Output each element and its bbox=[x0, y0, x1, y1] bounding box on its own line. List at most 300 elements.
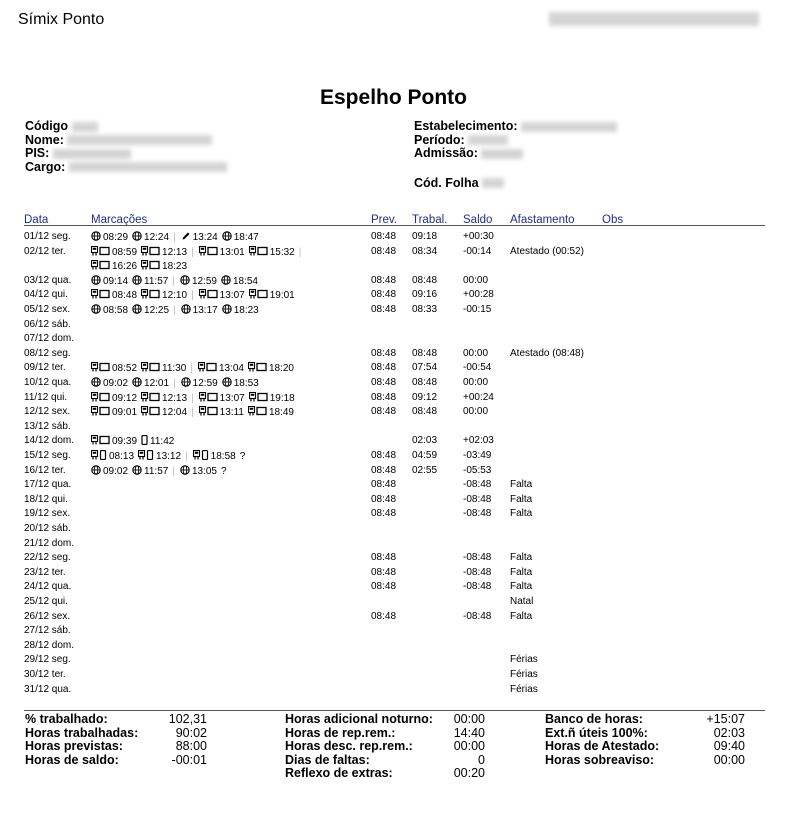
punch-time: 08:13 bbox=[109, 451, 135, 462]
punch-time: 15:32 bbox=[269, 246, 295, 258]
row-marcacoes bbox=[91, 450, 249, 463]
punch-time: 12:13 bbox=[162, 392, 188, 404]
punch-mark bbox=[132, 304, 169, 317]
row-afastamento: Falta bbox=[510, 566, 533, 578]
punch-time: 19:01 bbox=[269, 290, 295, 302]
table-row bbox=[0, 596, 787, 611]
row-marcacoes bbox=[91, 246, 306, 259]
clock-terminal-icon bbox=[248, 406, 267, 419]
clock-terminal-icon bbox=[91, 289, 110, 302]
phone-icon bbox=[141, 435, 148, 448]
punch-mark bbox=[132, 275, 168, 288]
clock-terminal-icon bbox=[141, 246, 160, 259]
punch-mark bbox=[91, 362, 137, 375]
table-row bbox=[0, 508, 787, 523]
row-prev: 08:48 bbox=[371, 450, 397, 461]
punch-mark bbox=[221, 466, 227, 477]
row-prev: 08:48 bbox=[371, 304, 397, 315]
punch-time: 09:02 bbox=[103, 378, 129, 389]
separator: | bbox=[172, 465, 175, 477]
table-row bbox=[0, 246, 787, 261]
clock-terminal-icon bbox=[141, 392, 160, 405]
globe-icon bbox=[180, 465, 190, 478]
punch-time: 11:42 bbox=[150, 436, 175, 448]
separator: | bbox=[191, 392, 194, 404]
punch-mark bbox=[91, 392, 137, 405]
globe-icon bbox=[222, 377, 232, 390]
row-date: 08/12 seg. bbox=[24, 347, 71, 359]
summary-row bbox=[25, 740, 225, 754]
punch-time: 12:04 bbox=[162, 407, 188, 419]
row-date: 25/12 qui. bbox=[24, 596, 68, 607]
punch-mark bbox=[222, 231, 259, 244]
row-date: 16/12 ter. bbox=[24, 464, 66, 476]
row-date: 13/12 sáb. bbox=[24, 420, 71, 432]
globe-icon bbox=[132, 377, 142, 390]
row-saldo: +00:30 bbox=[463, 231, 494, 242]
punch-time: 13:01 bbox=[219, 246, 245, 258]
punch-time: 09:39 bbox=[112, 436, 138, 448]
summary-value: 102,31 bbox=[168, 712, 207, 726]
punch-time: 13:11 bbox=[219, 407, 244, 419]
punch-mark bbox=[91, 450, 134, 463]
summary-label: Dias de faltas: bbox=[285, 752, 370, 767]
column-header-data: Data bbox=[24, 214, 49, 226]
separator: | bbox=[191, 407, 194, 419]
punch-time: 12:13 bbox=[162, 246, 188, 258]
punch-mark bbox=[222, 304, 259, 317]
row-trabal: 04:59 bbox=[412, 450, 438, 461]
summary-row bbox=[545, 740, 745, 754]
row-marcacoes bbox=[91, 275, 262, 288]
row-saldo: -08:48 bbox=[463, 610, 492, 622]
punch-time: 13:17 bbox=[192, 305, 218, 316]
row-date: 01/12 seg. bbox=[24, 231, 71, 242]
row-date: 31/12 qua. bbox=[24, 683, 72, 695]
row-trabal: 08:34 bbox=[412, 245, 438, 257]
row-date: 03/12 qua. bbox=[24, 274, 72, 286]
punch-mark bbox=[132, 231, 169, 244]
employee-info-right bbox=[414, 120, 617, 190]
table-row bbox=[0, 552, 787, 567]
punch-time: 08:58 bbox=[103, 305, 129, 316]
row-saldo: +02:03 bbox=[463, 435, 494, 447]
punch-note: ? bbox=[220, 465, 227, 477]
row-date: 28/12 dom. bbox=[24, 639, 75, 651]
punch-time: 12:10 bbox=[162, 290, 188, 302]
globe-icon bbox=[132, 231, 142, 244]
punch-time: 12:59 bbox=[191, 275, 217, 287]
punch-time: 12:59 bbox=[192, 378, 218, 389]
punch-mark bbox=[180, 275, 217, 288]
punch-time: 18:47 bbox=[233, 232, 259, 243]
column-header-afastamento: Afastamento bbox=[510, 214, 575, 226]
table-row bbox=[0, 362, 787, 377]
punch-time: 09:14 bbox=[103, 275, 129, 287]
punch-time: 12:24 bbox=[144, 232, 170, 243]
punch-time: 19:18 bbox=[269, 392, 295, 404]
table-row bbox=[0, 523, 787, 538]
punch-time: 12:01 bbox=[144, 378, 170, 389]
summary-value: 09:40 bbox=[713, 739, 745, 753]
punch-mark bbox=[141, 246, 187, 259]
table-row bbox=[0, 611, 787, 626]
globe-icon bbox=[91, 304, 101, 317]
separator: | bbox=[173, 232, 176, 243]
cod-folha-label: Cód. Folha bbox=[414, 175, 479, 190]
row-prev: 08:48 bbox=[371, 566, 397, 578]
clock-terminal-icon bbox=[91, 362, 110, 375]
row-prev: 08:48 bbox=[371, 464, 397, 476]
punch-time: 18:20 bbox=[268, 363, 294, 375]
row-marcacoes bbox=[91, 435, 178, 448]
summary-label: Horas adicional noturno: bbox=[285, 712, 433, 726]
row-date: 27/12 sáb. bbox=[24, 625, 71, 637]
punch-mark bbox=[181, 377, 218, 390]
punch-mark bbox=[193, 450, 236, 463]
punch-mark bbox=[141, 289, 187, 302]
row-date: 07/12 dom. bbox=[24, 333, 75, 345]
punch-time: 11:57 bbox=[144, 275, 169, 287]
punch-mark bbox=[199, 392, 245, 405]
globe-icon bbox=[91, 231, 101, 244]
row-date: 02/12 ter. bbox=[24, 245, 66, 257]
punch-mark bbox=[249, 289, 295, 302]
row-marcacoes bbox=[91, 289, 299, 302]
table-row bbox=[0, 640, 787, 655]
row-marcacoes bbox=[91, 392, 299, 405]
column-header-trabal: Trabal. bbox=[412, 214, 448, 226]
row-afastamento: Falta bbox=[510, 610, 533, 622]
clock-terminal-icon bbox=[199, 246, 218, 259]
punch-time: 18:23 bbox=[162, 261, 188, 273]
row-trabal: 07:54 bbox=[412, 362, 438, 374]
punch-mark bbox=[221, 275, 258, 288]
row-prev: 08:48 bbox=[371, 289, 397, 301]
punch-mark bbox=[91, 275, 128, 288]
row-date: 20/12 sáb. bbox=[24, 523, 71, 534]
punch-mark bbox=[199, 406, 244, 419]
punch-time: 18:53 bbox=[233, 378, 259, 389]
summary-row bbox=[285, 767, 485, 781]
punch-mark bbox=[91, 304, 128, 317]
separator: | bbox=[172, 275, 175, 287]
punch-mark bbox=[91, 231, 128, 244]
table-row bbox=[0, 289, 787, 304]
punch-mark bbox=[199, 289, 245, 302]
table-row bbox=[0, 319, 787, 334]
row-saldo: 00:00 bbox=[463, 274, 489, 286]
punch-mark bbox=[141, 435, 174, 448]
table-row bbox=[0, 538, 787, 553]
redacted-value bbox=[468, 135, 508, 145]
punch-mark bbox=[91, 260, 137, 273]
summary-value: 00:20 bbox=[453, 766, 485, 780]
punch-mark bbox=[249, 392, 295, 405]
row-saldo: +00:28 bbox=[463, 289, 494, 301]
row-date: 21/12 dom. bbox=[24, 537, 75, 549]
row-prev: 08:48 bbox=[371, 231, 397, 242]
table-row bbox=[0, 567, 787, 582]
employee-info-left bbox=[25, 120, 227, 174]
row-prev: 08:48 bbox=[371, 274, 397, 286]
summary-label: Horas de saldo: bbox=[25, 752, 119, 767]
separator: | bbox=[185, 451, 188, 462]
table-row bbox=[0, 333, 787, 348]
punch-mark bbox=[198, 362, 244, 375]
clock-terminal-icon bbox=[248, 362, 267, 375]
column-header-marcacoes: Marcações bbox=[91, 214, 148, 226]
summary-row bbox=[25, 713, 225, 727]
row-date: 04/12 qui. bbox=[24, 289, 68, 301]
summary-label: % trabalhado: bbox=[25, 712, 108, 726]
separator: | bbox=[173, 305, 176, 316]
redacted-value bbox=[53, 149, 131, 159]
summary-row bbox=[545, 713, 745, 727]
punch-mark bbox=[91, 377, 128, 390]
row-afastamento: Falta bbox=[510, 581, 533, 593]
row-trabal: 09:18 bbox=[412, 231, 438, 242]
table-row bbox=[0, 348, 787, 363]
summary-row bbox=[285, 713, 485, 727]
row-afastamento: Falta bbox=[510, 493, 533, 505]
row-prev: 08:48 bbox=[371, 493, 397, 505]
row-prev: 08:48 bbox=[371, 581, 397, 593]
row-date: 11/12 qui. bbox=[24, 391, 68, 403]
row-date: 09/12 ter. bbox=[24, 362, 66, 374]
row-prev: 08:48 bbox=[371, 610, 397, 622]
row-trabal: 08:48 bbox=[412, 406, 438, 418]
row-marcacoes bbox=[91, 362, 298, 375]
row-saldo: -00:15 bbox=[463, 304, 492, 315]
clock-terminal-icon bbox=[91, 406, 110, 419]
row-prev: 08:48 bbox=[371, 377, 397, 388]
row-prev: 08:48 bbox=[371, 479, 397, 491]
row-marcacoes bbox=[91, 406, 298, 419]
row-afastamento: Falta bbox=[510, 479, 533, 491]
table-row bbox=[0, 625, 787, 640]
row-trabal: 09:12 bbox=[412, 391, 438, 403]
punch-time: 13:12 bbox=[156, 451, 182, 462]
table-row bbox=[0, 304, 787, 319]
summary-row bbox=[285, 754, 485, 768]
clock-terminal-icon bbox=[249, 392, 268, 405]
row-afastamento: Falta bbox=[510, 508, 533, 520]
clock-terminal-icon bbox=[249, 246, 268, 259]
summary-label: Horas trabalhadas: bbox=[25, 725, 139, 740]
row-date: 23/12 ter. bbox=[24, 566, 66, 578]
row-saldo: 00:00 bbox=[463, 347, 489, 359]
row-prev: 08:48 bbox=[371, 406, 397, 418]
clock-terminal-icon bbox=[141, 289, 160, 302]
punch-time: 13:07 bbox=[219, 290, 245, 302]
punch-mark bbox=[249, 246, 295, 259]
row-afastamento: Falta bbox=[510, 552, 533, 564]
row-saldo: -08:48 bbox=[463, 566, 492, 578]
summary-value: 00:00 bbox=[453, 739, 485, 753]
punch-mark bbox=[91, 435, 137, 448]
row-trabal: 08:48 bbox=[412, 347, 438, 359]
row-saldo: 00:00 bbox=[463, 377, 489, 388]
row-afastamento: Atestado (00:52) bbox=[510, 245, 584, 257]
globe-icon bbox=[181, 377, 191, 390]
clock-phone-icon bbox=[91, 450, 107, 463]
punch-mark bbox=[199, 246, 245, 259]
globe-icon bbox=[91, 465, 101, 478]
row-marcacoes bbox=[91, 377, 263, 390]
punch-time: 11:30 bbox=[162, 363, 187, 375]
periodo-label: Período: bbox=[414, 132, 465, 147]
punch-time: 08:59 bbox=[112, 246, 138, 258]
summary-row bbox=[285, 740, 485, 754]
summary-value: 0 bbox=[478, 752, 485, 767]
row-saldo: -00:14 bbox=[463, 245, 492, 257]
row-date: 12/12 sex. bbox=[24, 406, 71, 418]
estabelecimento-label: Estabelecimento: bbox=[414, 119, 518, 133]
row-afastamento: Natal bbox=[510, 596, 534, 607]
globe-icon bbox=[222, 231, 232, 244]
punch-mark bbox=[248, 406, 294, 419]
clock-terminal-icon bbox=[199, 392, 218, 405]
summary-value: -00:01 bbox=[171, 752, 207, 767]
punch-time: 13:24 bbox=[192, 232, 218, 243]
punch-mark bbox=[222, 377, 259, 390]
row-prev: 08:48 bbox=[371, 552, 397, 564]
summary-row bbox=[545, 754, 745, 768]
pis-label: PIS: bbox=[25, 146, 50, 160]
summary-column-2 bbox=[285, 713, 485, 781]
clock-phone-icon bbox=[138, 450, 154, 463]
row-saldo: -08:48 bbox=[463, 552, 492, 564]
summary-label: Ext.ñ úteis 100%: bbox=[545, 725, 648, 740]
globe-icon bbox=[132, 465, 142, 478]
column-header-obs: Obs bbox=[602, 214, 624, 226]
clock-terminal-icon bbox=[198, 362, 217, 375]
row-date: 06/12 sáb. bbox=[24, 318, 71, 330]
punch-time: 18:58 bbox=[210, 451, 236, 462]
row-saldo: -08:48 bbox=[463, 581, 492, 593]
table-row bbox=[0, 450, 787, 465]
table-row bbox=[0, 435, 787, 450]
table-row bbox=[0, 684, 787, 699]
punch-time: 09:02 bbox=[103, 465, 129, 477]
summary-row bbox=[25, 754, 225, 768]
redacted-header-info bbox=[549, 12, 759, 26]
row-trabal: 08:33 bbox=[412, 304, 438, 315]
globe-icon bbox=[221, 275, 231, 288]
summary-label: Banco de horas: bbox=[545, 712, 643, 726]
globe-icon bbox=[181, 304, 191, 317]
row-afastamento: Férias bbox=[510, 683, 538, 695]
codigo-label: Código bbox=[25, 119, 69, 133]
summary-divider bbox=[24, 710, 765, 711]
punch-mark bbox=[180, 465, 217, 478]
pencil-icon bbox=[181, 231, 191, 244]
row-prev: 08:48 bbox=[371, 245, 397, 257]
row-date: 17/12 qua. bbox=[24, 479, 72, 491]
summary-row bbox=[285, 727, 485, 741]
row-saldo: -08:48 bbox=[463, 508, 492, 520]
summary-label: Horas sobreaviso: bbox=[545, 752, 655, 767]
row-prev: 08:48 bbox=[371, 508, 397, 520]
clock-terminal-icon bbox=[91, 260, 110, 273]
summary-label: Horas desc. rep.rem.: bbox=[285, 739, 413, 753]
punch-mark bbox=[91, 289, 137, 302]
punch-time: 08:48 bbox=[112, 290, 138, 302]
table-row bbox=[0, 581, 787, 596]
table-row bbox=[0, 479, 787, 494]
row-date: 18/12 qui. bbox=[24, 493, 68, 505]
table-row bbox=[0, 494, 787, 509]
separator: | bbox=[298, 246, 302, 258]
document-title: Espelho Ponto bbox=[320, 86, 467, 109]
table-row bbox=[0, 260, 787, 275]
globe-icon bbox=[180, 275, 190, 288]
nome-label: Nome: bbox=[25, 132, 64, 147]
row-marcacoes bbox=[91, 231, 263, 244]
table-row bbox=[0, 275, 787, 290]
row-date: 14/12 dom. bbox=[24, 435, 75, 447]
redacted-value bbox=[69, 162, 227, 172]
punch-time: 13:07 bbox=[219, 392, 245, 404]
separator: | bbox=[191, 246, 194, 258]
punch-time: 09:01 bbox=[112, 407, 138, 419]
punch-mark bbox=[138, 450, 181, 463]
punch-time: 18:54 bbox=[232, 275, 258, 287]
punch-mark bbox=[91, 246, 137, 259]
row-marcacoes bbox=[91, 465, 231, 478]
summary-column-1 bbox=[25, 713, 225, 767]
separator: | bbox=[190, 363, 193, 375]
summary-value: 90:02 bbox=[175, 725, 207, 740]
app-title: Símix Ponto bbox=[18, 11, 105, 28]
summary-value: 14:40 bbox=[453, 725, 485, 740]
row-date: 29/12 seg. bbox=[24, 654, 71, 666]
row-date: 05/12 sex. bbox=[24, 304, 71, 315]
punch-mark bbox=[181, 304, 218, 317]
summary-value: 88:00 bbox=[175, 739, 207, 753]
punch-mark bbox=[141, 362, 186, 375]
row-saldo: -08:48 bbox=[463, 493, 492, 505]
cargo-label: Cargo: bbox=[25, 159, 66, 174]
punch-mark bbox=[240, 451, 246, 462]
clock-terminal-icon bbox=[91, 435, 110, 448]
row-trabal: 08:48 bbox=[412, 274, 438, 286]
row-marcacoes bbox=[91, 260, 191, 273]
punch-time: 18:49 bbox=[268, 407, 294, 419]
row-date: 24/12 qua. bbox=[24, 581, 72, 593]
summary-row bbox=[25, 727, 225, 741]
summary-value: 00:00 bbox=[453, 712, 485, 726]
clock-terminal-icon bbox=[91, 246, 110, 259]
table-row bbox=[0, 654, 787, 669]
punch-time: 08:52 bbox=[112, 363, 138, 375]
row-trabal: 02:03 bbox=[412, 435, 438, 447]
punch-time: 09:12 bbox=[112, 392, 138, 404]
row-marcacoes bbox=[91, 304, 263, 317]
row-saldo: -00:54 bbox=[463, 362, 492, 374]
punch-time: 11:57 bbox=[144, 465, 169, 477]
table-row bbox=[0, 669, 787, 684]
column-header-prev: Prev. bbox=[371, 214, 397, 226]
header-divider bbox=[24, 225, 765, 226]
row-saldo: -03:49 bbox=[463, 450, 492, 461]
summary-value: 00:00 bbox=[713, 752, 745, 767]
row-prev: 08:48 bbox=[371, 347, 397, 359]
globe-icon bbox=[132, 304, 142, 317]
row-prev: 08:48 bbox=[371, 391, 397, 403]
clock-terminal-icon bbox=[91, 392, 110, 405]
